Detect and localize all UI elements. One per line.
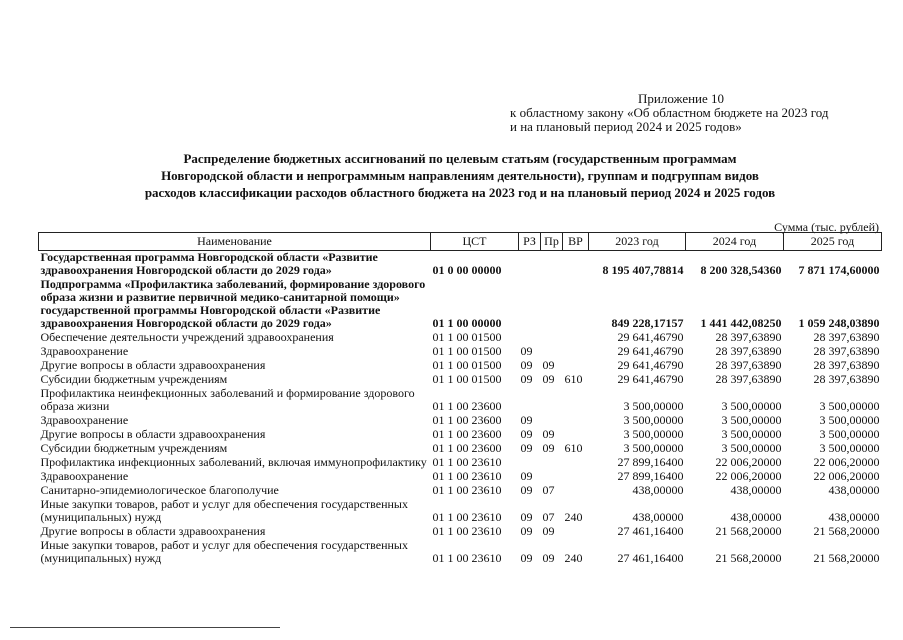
cell-cst: 01 1 00 23600 <box>432 427 502 441</box>
title-line-2: Новгородской области и непрограммным направлениям деятельности), группам и подгруппам видов <box>161 168 759 183</box>
cell-pr <box>541 387 563 414</box>
column-header-rz: РЗ <box>519 233 541 251</box>
cell-2025: 22 006,20000 <box>813 455 880 469</box>
cell-2024: 3 500,00000 <box>721 427 782 441</box>
cell-name: Здравоохранение <box>40 469 129 483</box>
cell-2023: 3 500,00000 <box>623 441 684 455</box>
cell-name: Подпрограмма «Профилактика заболеваний, формирование здорового образа жизни и развитие первичной медико-санитарной помощи» государственной программы Новгородской области «Развитие здравоохранения Новгородской области до 2029 года» <box>40 277 426 330</box>
cell-2023: 27 461,16400 <box>617 524 684 538</box>
cell-2023: 29 641,46790 <box>617 358 684 372</box>
cell-2024: 28 397,63890 <box>715 372 782 386</box>
cell-2025: 28 397,63890 <box>813 372 880 386</box>
cell-pr <box>541 251 563 279</box>
cell-name: Здравоохранение <box>40 413 129 427</box>
cell-2023: 3 500,00000 <box>623 399 684 413</box>
cell-name: Санитарно-эпидемиологическое благополучие <box>40 483 279 497</box>
cell-vr <box>563 484 589 498</box>
cell-2023: 27 461,16400 <box>617 551 684 565</box>
column-header-cst: ЦСТ <box>431 233 519 251</box>
cell-pr: 09 <box>542 441 555 455</box>
cell-pr: 09 <box>542 358 555 372</box>
cell-2025: 3 500,00000 <box>819 399 880 413</box>
cell-rz <box>519 331 541 345</box>
cell-cst: 01 1 00 01500 <box>432 330 502 344</box>
cell-2025: 28 397,63890 <box>813 344 880 358</box>
cell-pr: 07 <box>542 483 555 497</box>
cell-cst: 01 1 00 23610 <box>432 551 502 565</box>
cell-2024: 3 500,00000 <box>721 413 782 427</box>
cell-2025: 438,00000 <box>828 483 880 497</box>
cell-2023: 3 500,00000 <box>623 413 684 427</box>
cell-vr <box>563 456 589 470</box>
cell-cst: 01 1 00 01500 <box>432 344 502 358</box>
cell-cst: 01 1 00 23610 <box>432 469 502 483</box>
table-row <box>39 428 882 442</box>
cell-name: Государственная программа Новгородской области «Развитие здравоохранения Новгородской области до 2029 года» <box>40 250 378 277</box>
cell-2024: 438,00000 <box>730 483 782 497</box>
cell-name: Обеспечение деятельности учреждений здравоохранения <box>40 330 334 344</box>
cell-vr <box>563 251 589 279</box>
cell-name: Другие вопросы в области здравоохранения <box>40 358 266 372</box>
cell-pr <box>541 414 563 428</box>
cell-2025: 21 568,20000 <box>813 524 880 538</box>
cell-2025: 28 397,63890 <box>813 358 880 372</box>
cell-pr: 09 <box>542 427 555 441</box>
column-header-2024: 2024 год <box>686 233 784 251</box>
cell-vr: 610 <box>564 441 583 455</box>
table-row <box>39 414 882 428</box>
table-row <box>39 525 882 539</box>
appendix-number: Приложение 10 <box>638 91 725 106</box>
table-header-row <box>39 233 882 251</box>
cell-rz <box>519 456 541 470</box>
cell-cst: 01 1 00 23610 <box>432 455 502 469</box>
cell-vr <box>563 525 589 539</box>
cell-name: Субсидии бюджетным учреждениям <box>40 372 228 386</box>
cell-pr: 07 <box>542 510 555 524</box>
units-label: Сумма (тыс. рублей) <box>774 220 879 234</box>
column-header-2023: 2023 год <box>589 233 686 251</box>
cell-rz <box>519 278 541 331</box>
cell-pr: 09 <box>542 551 555 565</box>
cell-cst: 01 1 00 23610 <box>432 524 502 538</box>
cell-2025: 21 568,20000 <box>813 551 880 565</box>
cell-2023: 438,00000 <box>632 483 684 497</box>
cell-2024: 21 568,20000 <box>715 551 782 565</box>
cell-rz: 09 <box>520 441 533 455</box>
cell-pr: 09 <box>542 372 555 386</box>
table-row <box>39 456 882 470</box>
cell-2024: 28 397,63890 <box>715 330 782 344</box>
cell-name: Профилактика инфекционных заболеваний, включая иммунопрофилактику <box>40 455 427 469</box>
table-row <box>39 387 882 414</box>
cell-2024: 28 397,63890 <box>715 358 782 372</box>
cell-vr <box>563 470 589 484</box>
cell-2023: 438,00000 <box>632 510 684 524</box>
title-line-3: расходов классификации расходов областного бюджета на 2023 год и на плановый период 2024 и 2025 годов <box>144 185 776 200</box>
cell-rz: 09 <box>520 551 533 565</box>
table-row <box>39 278 882 331</box>
cell-2023: 27 899,16400 <box>617 469 684 483</box>
cell-cst: 01 1 00 23600 <box>432 441 502 455</box>
cell-2024: 8 200 328,54360 <box>700 263 782 277</box>
cell-2023: 8 195 407,78814 <box>602 263 684 277</box>
cell-2024: 21 568,20000 <box>715 524 782 538</box>
cell-rz: 09 <box>520 413 533 427</box>
table-row <box>39 345 882 359</box>
cell-vr <box>563 414 589 428</box>
cell-2025: 3 500,00000 <box>819 427 880 441</box>
cell-cst: 01 0 00 00000 <box>432 263 502 277</box>
cell-vr: 610 <box>564 372 583 386</box>
title-line-1: Распределение бюджетных ассигнований по целевым статьям (государственным программам <box>183 151 737 166</box>
cell-cst: 01 1 00 23610 <box>432 510 502 524</box>
cell-name: Иные закупки товаров, работ и услуг для обеспечения государственных (муниципальных) нужд <box>40 538 408 565</box>
cell-rz <box>519 387 541 414</box>
cell-vr <box>563 331 589 345</box>
cell-2024: 3 500,00000 <box>721 441 782 455</box>
cell-2023: 29 641,46790 <box>617 372 684 386</box>
cell-cst: 01 1 00 01500 <box>432 372 502 386</box>
cell-name: Иные закупки товаров, работ и услуг для обеспечения государственных (муниципальных) нужд <box>40 497 408 524</box>
cell-rz: 09 <box>520 483 533 497</box>
cell-cst: 01 1 00 23600 <box>432 413 502 427</box>
cell-cst: 01 1 00 23610 <box>432 483 502 497</box>
cell-2024: 1 441 442,08250 <box>700 316 782 330</box>
cell-vr <box>563 345 589 359</box>
cell-2024: 22 006,20000 <box>715 469 782 483</box>
cell-2024: 3 500,00000 <box>721 399 782 413</box>
column-header-pr: Пр <box>541 233 563 251</box>
table-row <box>39 470 882 484</box>
cell-pr <box>541 456 563 470</box>
cell-2025: 1 059 248,03890 <box>798 316 880 330</box>
cell-2025: 7 871 174,60000 <box>798 263 880 277</box>
cell-cst: 01 1 00 00000 <box>432 316 502 330</box>
cell-name: Другие вопросы в области здравоохранения <box>40 427 266 441</box>
table-row <box>39 373 882 387</box>
footer-divider <box>10 627 280 628</box>
cell-name: Здравоохранение <box>40 344 129 358</box>
cell-2023: 29 641,46790 <box>617 344 684 358</box>
table-row <box>39 442 882 456</box>
cell-2025: 22 006,20000 <box>813 469 880 483</box>
cell-rz: 09 <box>520 469 533 483</box>
cell-vr <box>563 278 589 331</box>
table-body <box>39 251 882 567</box>
column-header-vr: ВР <box>563 233 589 251</box>
cell-rz: 09 <box>520 510 533 524</box>
cell-name: Субсидии бюджетным учреждениям <box>40 441 228 455</box>
table-row <box>39 539 882 566</box>
cell-pr <box>541 331 563 345</box>
cell-pr <box>541 278 563 331</box>
document-title <box>40 150 880 201</box>
table-row <box>39 251 882 279</box>
cell-pr <box>541 345 563 359</box>
cell-vr <box>563 359 589 373</box>
appendix-law-reference: к областному закону «Об областном бюджете на 2023 год <box>510 105 829 120</box>
cell-2024: 22 006,20000 <box>715 455 782 469</box>
cell-2025: 28 397,63890 <box>813 330 880 344</box>
appendix-note <box>510 92 829 134</box>
appendix-period: и на плановый период 2024 и 2025 годов» <box>510 119 742 134</box>
cell-rz: 09 <box>520 524 533 538</box>
cell-2025: 438,00000 <box>828 510 880 524</box>
table-row <box>39 498 882 525</box>
cell-vr: 240 <box>564 551 583 565</box>
cell-vr <box>563 387 589 414</box>
table-row <box>39 484 882 498</box>
budget-table <box>38 232 882 566</box>
cell-rz <box>519 251 541 279</box>
cell-cst: 01 1 00 23600 <box>432 399 502 413</box>
table-row <box>39 331 882 345</box>
cell-rz: 09 <box>520 372 533 386</box>
cell-2023: 849 228,17157 <box>611 316 684 330</box>
cell-rz: 09 <box>520 427 533 441</box>
cell-vr: 240 <box>564 510 583 524</box>
cell-pr <box>541 470 563 484</box>
cell-2024: 438,00000 <box>730 510 782 524</box>
cell-rz: 09 <box>520 358 533 372</box>
cell-2024: 28 397,63890 <box>715 344 782 358</box>
cell-2023: 29 641,46790 <box>617 330 684 344</box>
cell-2025: 3 500,00000 <box>819 441 880 455</box>
cell-pr: 09 <box>542 524 555 538</box>
cell-name: Другие вопросы в области здравоохранения <box>40 524 266 538</box>
cell-cst: 01 1 00 01500 <box>432 358 502 372</box>
cell-vr <box>563 428 589 442</box>
cell-2025: 3 500,00000 <box>819 413 880 427</box>
cell-name: Профилактика неинфекционных заболеваний и формирование здорового образа жизни <box>40 386 415 413</box>
table-row <box>39 359 882 373</box>
column-header-2025: 2025 год <box>784 233 882 251</box>
cell-2023: 3 500,00000 <box>623 427 684 441</box>
cell-rz: 09 <box>520 344 533 358</box>
column-header-name: Наименование <box>39 233 431 251</box>
cell-2023: 27 899,16400 <box>617 455 684 469</box>
